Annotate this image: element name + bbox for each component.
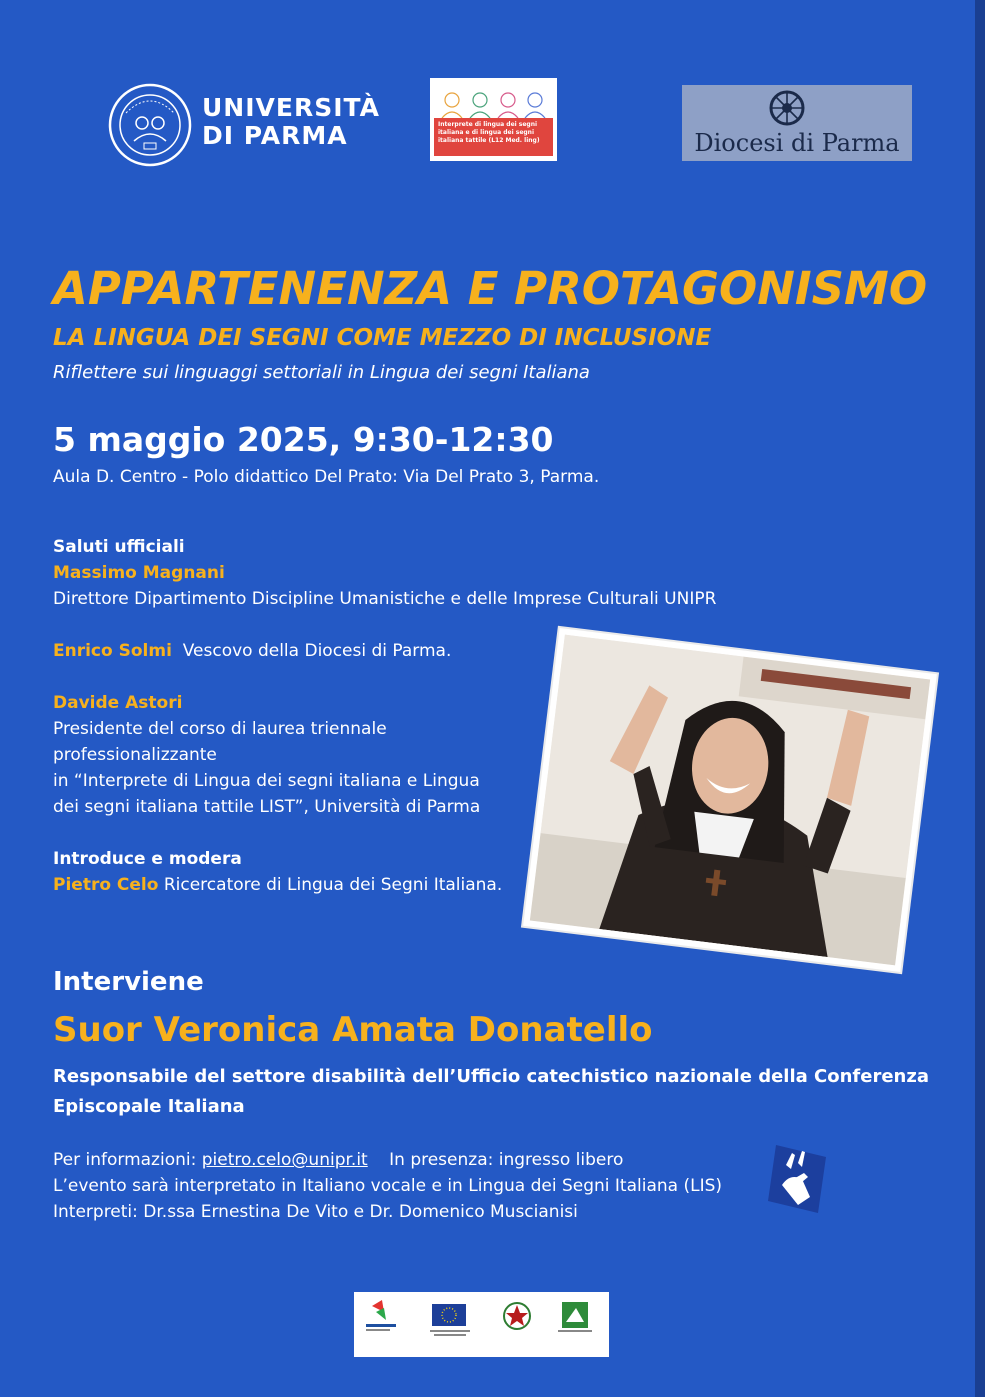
university-seal-icon (108, 83, 192, 167)
speaker-photo-frame (523, 628, 937, 972)
speaker-heading: Interviene (53, 967, 204, 997)
coesione-italia-logo (366, 1300, 396, 1331)
university-wordmark (202, 94, 380, 150)
university-line1: UNIVERSITÀ (202, 93, 380, 122)
contact-line (53, 1147, 722, 1173)
diocese-name: Diocesi di Parma (694, 129, 900, 157)
greetings-heading: Saluti ufficiali (53, 537, 185, 557)
course-logo (430, 78, 557, 161)
keynote-speaker-name: Suor Veronica Amata Donatello (53, 1010, 653, 1050)
keynote-role-line: Episcopale Italiana (53, 1096, 245, 1117)
diocese-logo (682, 85, 912, 161)
admission-text: In presenza: ingresso libero (389, 1150, 624, 1170)
italian-republic-emblem-icon (504, 1303, 530, 1329)
contact-email-link[interactable]: pietro.celo@unipr.it (201, 1150, 368, 1170)
funders-emblems (354, 1292, 609, 1346)
event-title: APPARTENENZA E PROTAGONISMO (53, 262, 928, 315)
event-subtitle: LA LINGUA DEI SEGNI COME MEZZO DI INCLUSIONE (53, 325, 712, 351)
speaker-role-astori-line: in “Interprete di Lingua dei segni italiana e Lingua (53, 771, 480, 791)
interpreters-text: Interpreti: Dr.ssa Ernestina De Vito e Dr. Domenico Muscianisi (53, 1202, 578, 1222)
funders-logos (354, 1292, 609, 1357)
keynote-role-line: Responsabile del settore disabilità dell’Ufficio catechistico nazionale della Conferenza (53, 1066, 929, 1087)
speaker-role-magnani: Direttore Dipartimento Discipline Umanistiche e delle Imprese Culturali UNIPR (53, 589, 717, 609)
course-logo-caption: Interprete di lingua dei segni italiana e di lingua dei segni italiana tattile (L12 Med. ling) (434, 118, 553, 156)
university-line2: DI PARMA (202, 121, 348, 150)
event-date: 5 maggio 2025, 9:30-12:30 (53, 420, 554, 459)
page-edge-shadow (975, 0, 985, 1397)
keynote-speaker-role (53, 1062, 929, 1122)
faces-illustration-icon (438, 88, 549, 118)
emilia-romagna-region-logo (558, 1302, 592, 1332)
speaker-name-astori: Davide Astori (53, 693, 183, 713)
sign-language-icon (768, 1145, 826, 1213)
event-location: Aula D. Centro - Polo didattico Del Prato: Via Del Prato 3, Parma. (53, 467, 600, 487)
speaker-name-solmi: Enrico Solmi (53, 641, 172, 661)
event-tagline: Riflettere sui linguaggi settoriali in Lingua dei segni Italiana (53, 362, 590, 383)
interpretation-text: L’evento sarà interpretato in Italiano vocale e in Lingua dei Segni Italiana (LIS) (53, 1176, 723, 1196)
info-block (53, 1147, 722, 1225)
moderator-heading: Introduce e modera (53, 849, 242, 869)
speaker-role-astori-line: Presidente del corso di laurea triennale (53, 719, 387, 739)
diocese-wheel-icon (768, 89, 806, 127)
speaker-role-astori-line: professionalizzante (53, 745, 217, 765)
moderator-role: Ricercatore di Lingua dei Segni Italiana. (163, 875, 503, 895)
speaker-photo (530, 635, 930, 966)
moderator-name: Pietro Celo (53, 875, 159, 895)
speaker-photo-image (530, 635, 930, 966)
moderator-line (53, 872, 502, 898)
contact-label: Per informazioni: (53, 1150, 197, 1170)
speaker-role-astori-line: dei segni italiana tattile LIST”, Università di Parma (53, 797, 481, 817)
speaker-role-solmi: Vescovo della Diocesi di Parma. (182, 641, 452, 661)
speaker-name-magnani: Massimo Magnani (53, 563, 225, 583)
greeting-solmi (53, 638, 451, 664)
eu-flag-icon (430, 1304, 470, 1336)
